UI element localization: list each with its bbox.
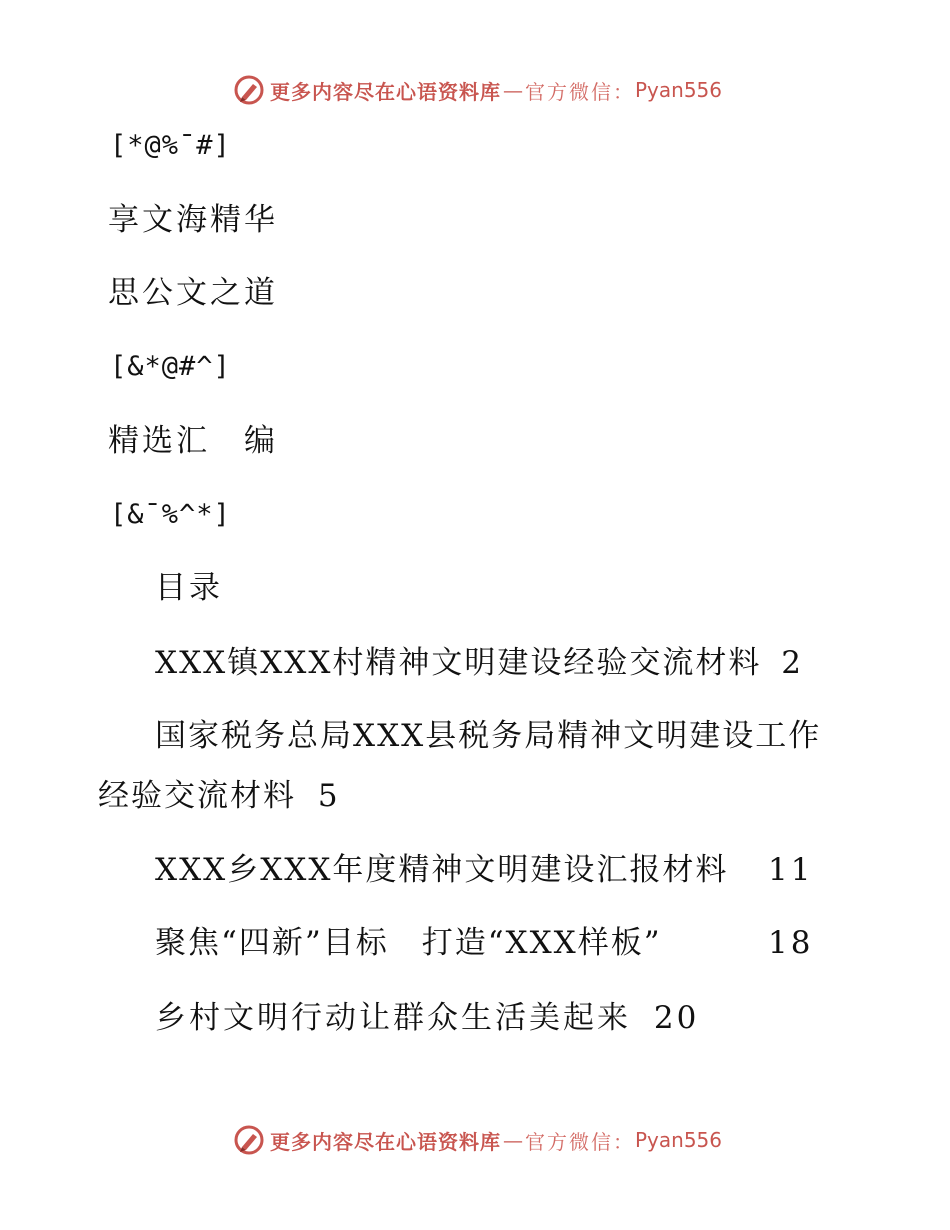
toc-item-page: 20 — [653, 1000, 700, 1036]
bottom-watermark-banner — [232, 1120, 752, 1160]
toc-item-text-cont: 经验交流材料 — [98, 778, 296, 814]
header-line-3: 精选汇 编 — [108, 423, 278, 459]
symbols-line-3: [&¯%^*] — [110, 499, 231, 530]
banner-label: 官方微信： — [525, 79, 635, 104]
banner-separator: — — [503, 1128, 523, 1152]
toc-item — [155, 998, 699, 1038]
banner-text: 更多内容尽在心语资料库 — [270, 79, 501, 104]
banner-wechat-id: Pyan556 — [635, 1128, 723, 1152]
toc-item-text: XXX乡XXX年度精神文明建设汇报材料 — [155, 852, 729, 888]
symbols-line-2: [&*@#^] — [110, 351, 231, 382]
toc-item — [155, 716, 821, 756]
toc-item-text: 乡村文明行动让群众生活美起来 — [155, 1000, 631, 1036]
toc-item-continuation — [98, 776, 340, 816]
toc-item-page: 11 — [768, 852, 814, 888]
toc-item-page: 5 — [317, 778, 340, 814]
toc-title: 目录 — [155, 570, 223, 606]
pen-logo-icon — [232, 1123, 266, 1157]
symbols-line-1: [*@%¯#] — [110, 130, 231, 161]
pen-logo-icon — [232, 73, 266, 107]
toc-item-text: 聚焦“四新”目标 打造“XXX样板” — [155, 925, 662, 961]
banner-text: 更多内容尽在心语资料库 — [270, 1129, 501, 1154]
top-watermark-banner — [232, 70, 752, 110]
banner-label: 官方微信： — [525, 1129, 635, 1154]
toc-item-text: 国家税务总局XXX县税务局精神文明建设工作 — [155, 718, 822, 754]
banner-wechat-id: Pyan556 — [635, 78, 723, 102]
header-line-1: 享文海精华 — [108, 202, 278, 238]
header-line-2: 思公文之道 — [108, 275, 278, 311]
toc-item-text: XXX镇XXX村精神文明建设经验交流材料 — [155, 645, 762, 681]
toc-item-page: 2 — [781, 645, 804, 681]
toc-item — [155, 643, 803, 683]
toc-item — [155, 923, 662, 963]
banner-separator: — — [503, 78, 523, 102]
toc-item-page: 18 — [768, 925, 814, 961]
toc-item — [155, 850, 728, 890]
